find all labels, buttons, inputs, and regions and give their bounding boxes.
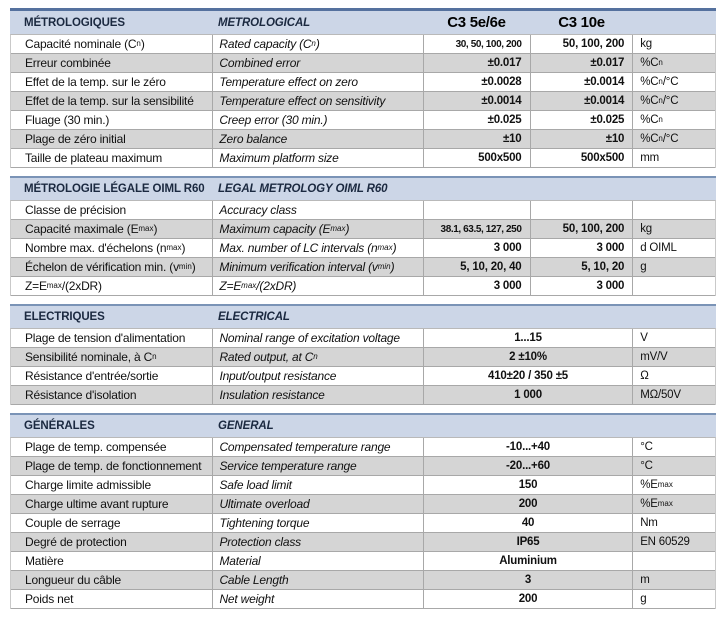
row-label-en: Net weight — [212, 590, 422, 608]
section-title-fr: MÉTROLOGIE LÉGALE OIML R60 — [24, 183, 205, 195]
row-label-en: Safe load limit — [212, 476, 422, 494]
specification-table — [10, 8, 716, 609]
row-value-c3-5e6e: ±0.0014 — [423, 92, 530, 110]
section-title-fr: MÉTROLOGIQUES — [24, 16, 125, 29]
row-label-fr: Erreur combinée — [25, 56, 111, 70]
row-label-fr: Fluage (30 min.) — [25, 113, 110, 127]
table-row — [11, 54, 715, 73]
table-row — [11, 111, 715, 130]
row-label-fr: Nombre max. d'échelons (n max ) — [25, 241, 186, 255]
row-value-c3-10e: ±10 — [530, 130, 633, 148]
row-value-c3-10e: 50, 100, 200 — [530, 220, 633, 238]
row-unit: %C n — [632, 111, 715, 129]
row-label-fr: Charge ultime avant rupture — [25, 497, 169, 511]
row-unit: %C n /°C — [632, 92, 715, 110]
row-label-en: Ultimate overload — [212, 495, 422, 513]
section-header-band — [10, 8, 716, 34]
section-rows — [10, 437, 716, 609]
row-value-c3-5e6e: ±10 — [423, 130, 530, 148]
row-label-fr: Effet de la temp. sur le zéro — [25, 75, 166, 89]
row-label-fr: Plage de temp. compensée — [25, 440, 167, 454]
row-label-fr: Classe de précision — [25, 203, 126, 217]
row-unit: °C — [632, 438, 715, 456]
table-row — [11, 590, 715, 609]
row-label-fr: Plage de zéro initial — [25, 132, 126, 146]
row-unit: kg — [632, 220, 715, 238]
row-value-merged: -10...+40 — [423, 438, 632, 456]
row-value-c3-10e: 3 000 — [530, 239, 633, 257]
row-unit — [632, 201, 715, 219]
row-label-en: Z=E max /(2xDR) — [212, 277, 422, 295]
row-unit: g — [632, 258, 715, 276]
section-header-band — [10, 304, 716, 328]
row-label-fr: Longueur du câble — [25, 573, 122, 587]
row-value-c3-10e: ±0.0014 — [530, 73, 633, 91]
table-row — [11, 35, 715, 54]
row-value-merged: 200 — [423, 590, 632, 608]
row-label-en: Compensated temperature range — [212, 438, 422, 456]
row-value-c3-10e: ±0.017 — [530, 54, 633, 72]
table-row — [11, 220, 715, 239]
row-unit: %E max — [632, 495, 715, 513]
section-header-band — [10, 176, 716, 200]
row-unit: %E max — [632, 476, 715, 494]
row-label-en: Maximum platform size — [212, 149, 422, 167]
row-label-fr: Poids net — [25, 592, 74, 606]
row-label-fr: Capacité maximale (E max ) — [25, 222, 158, 236]
table-row — [11, 239, 715, 258]
row-value-c3-5e6e: 38.1, 63.5, 127, 250 — [423, 220, 530, 238]
row-label-fr: Échelon de vérification min. (v min ) — [25, 260, 196, 274]
section-rows — [10, 328, 716, 405]
row-value-c3-10e — [530, 201, 633, 219]
row-label-en: Combined error — [212, 54, 422, 72]
section-rows — [10, 34, 716, 168]
row-label-fr: Plage de tension d'alimentation — [25, 331, 186, 345]
row-label-fr: Matière — [25, 554, 64, 568]
row-label-fr: Plage de temp. de fonctionnement — [25, 459, 202, 473]
row-value-merged: 40 — [423, 514, 632, 532]
row-value-c3-5e6e: ±0.0028 — [423, 73, 530, 91]
row-unit: Nm — [632, 514, 715, 532]
table-row — [11, 130, 715, 149]
table-row — [11, 438, 715, 457]
row-value-c3-5e6e: ±0.025 — [423, 111, 530, 129]
row-label-fr: Charge limite admissible — [25, 478, 151, 492]
row-value-merged: 1 000 — [423, 386, 632, 404]
table-row — [11, 329, 715, 348]
section-title-en: ELECTRICAL — [218, 311, 290, 323]
row-label-fr: Capacité nominale (C n ) — [25, 37, 145, 51]
row-label-en: Minimum verification interval (v min ) — [212, 258, 422, 276]
table-row — [11, 514, 715, 533]
row-value-c3-10e: 3 000 — [530, 277, 633, 295]
section-generales — [10, 413, 716, 609]
row-value-c3-5e6e — [423, 201, 530, 219]
section-metrologiques — [10, 8, 716, 168]
section-metrologie-legale — [10, 176, 716, 296]
row-label-fr: Résistance d'entrée/sortie — [25, 369, 159, 383]
row-unit: m — [632, 571, 715, 589]
table-row — [11, 258, 715, 277]
row-value-c3-10e: 5, 10, 20 — [530, 258, 633, 276]
row-unit: EN 60529 — [632, 533, 715, 551]
row-value-c3-5e6e: 3 000 — [423, 277, 530, 295]
row-value-merged: -20...+60 — [423, 457, 632, 475]
table-row — [11, 495, 715, 514]
row-label-en: Nominal range of excitation voltage — [212, 329, 422, 347]
row-value-merged: 150 — [423, 476, 632, 494]
row-label-fr: Z=E max /(2xDR) — [25, 279, 102, 293]
table-row — [11, 149, 715, 168]
row-label-en: Rated capacity (C n ) — [212, 35, 422, 53]
row-unit: MΩ/50V — [632, 386, 715, 404]
row-unit: %C n — [632, 54, 715, 72]
row-value-c3-5e6e: 5, 10, 20, 40 — [423, 258, 530, 276]
section-header-band — [10, 413, 716, 437]
row-label-fr: Sensibilité nominale, à C n — [25, 350, 157, 364]
row-label-fr: Degré de protection — [25, 535, 127, 549]
row-label-en: Input/output resistance — [212, 367, 422, 385]
row-label-en: Maximum capacity (E max ) — [212, 220, 422, 238]
table-row — [11, 277, 715, 296]
row-label-fr: Taille de plateau maximum — [25, 151, 163, 165]
row-unit: kg — [632, 35, 715, 53]
row-label-en: Temperature effect on zero — [212, 73, 422, 91]
row-label-en: Cable Length — [212, 571, 422, 589]
row-unit: V — [632, 329, 715, 347]
table-row — [11, 457, 715, 476]
table-row — [11, 552, 715, 571]
row-value-merged: 200 — [423, 495, 632, 513]
table-row — [11, 201, 715, 220]
row-label-en: Service temperature range — [212, 457, 422, 475]
table-row — [11, 476, 715, 495]
row-value-merged: 2 ±10% — [423, 348, 632, 366]
row-unit — [632, 277, 715, 295]
table-row — [11, 348, 715, 367]
row-value-c3-5e6e: 30, 50, 100, 200 — [423, 35, 530, 53]
row-value-merged: 1...15 — [423, 329, 632, 347]
row-value-merged: IP65 — [423, 533, 632, 551]
row-label-en: Insulation resistance — [212, 386, 422, 404]
row-label-fr: Effet de la temp. sur la sensibilité — [25, 94, 194, 108]
row-value-merged: 3 — [423, 571, 632, 589]
row-value-merged: Aluminium — [423, 552, 632, 570]
table-row — [11, 533, 715, 552]
row-unit: °C — [632, 457, 715, 475]
row-label-en: Material — [212, 552, 422, 570]
table-row — [11, 571, 715, 590]
section-title-en: GENERAL — [218, 420, 274, 432]
row-value-c3-5e6e: 3 000 — [423, 239, 530, 257]
row-unit: g — [632, 590, 715, 608]
row-unit: mV/V — [632, 348, 715, 366]
row-unit: %C n /°C — [632, 73, 715, 91]
row-label-fr: Résistance d'isolation — [25, 388, 137, 402]
row-label-en: Accuracy class — [212, 201, 422, 219]
section-title-fr: ELECTRIQUES — [24, 311, 105, 323]
table-row — [11, 73, 715, 92]
row-value-c3-10e: ±0.025 — [530, 111, 633, 129]
section-title-fr: GÉNÉRALES — [24, 420, 95, 432]
row-value-c3-5e6e: ±0.017 — [423, 54, 530, 72]
row-label-fr: Couple de serrage — [25, 516, 121, 530]
row-unit — [632, 552, 715, 570]
row-unit: d OIML — [632, 239, 715, 257]
row-unit: Ω — [632, 367, 715, 385]
section-electriques — [10, 304, 716, 405]
table-row — [11, 386, 715, 405]
row-label-en: Protection class — [212, 533, 422, 551]
row-value-c3-10e: 500x500 — [530, 149, 633, 167]
row-value-merged: 410±20 / 350 ±5 — [423, 367, 632, 385]
row-label-en: Rated output, at C n — [212, 348, 422, 366]
model-column-header-c3-10e: C3 10e — [558, 14, 605, 31]
row-unit: %C n /°C — [632, 130, 715, 148]
row-label-en: Tightening torque — [212, 514, 422, 532]
model-column-header-c3-5e6e: C3 5e/6e — [447, 14, 506, 31]
row-label-en: Zero balance — [212, 130, 422, 148]
row-unit: mm — [632, 149, 715, 167]
table-row — [11, 367, 715, 386]
table-row — [11, 92, 715, 111]
row-value-c3-10e: ±0.0014 — [530, 92, 633, 110]
section-rows — [10, 200, 716, 296]
section-title-en: METROLOGICAL — [218, 16, 311, 29]
row-label-en: Max. number of LC intervals (n max ) — [212, 239, 422, 257]
row-value-c3-10e: 50, 100, 200 — [530, 35, 633, 53]
row-label-en: Temperature effect on sensitivity — [212, 92, 422, 110]
section-title-en: LEGAL METROLOGY OIML R60 — [218, 183, 388, 195]
row-value-c3-5e6e: 500x500 — [423, 149, 530, 167]
row-label-en: Creep error (30 min.) — [212, 111, 422, 129]
